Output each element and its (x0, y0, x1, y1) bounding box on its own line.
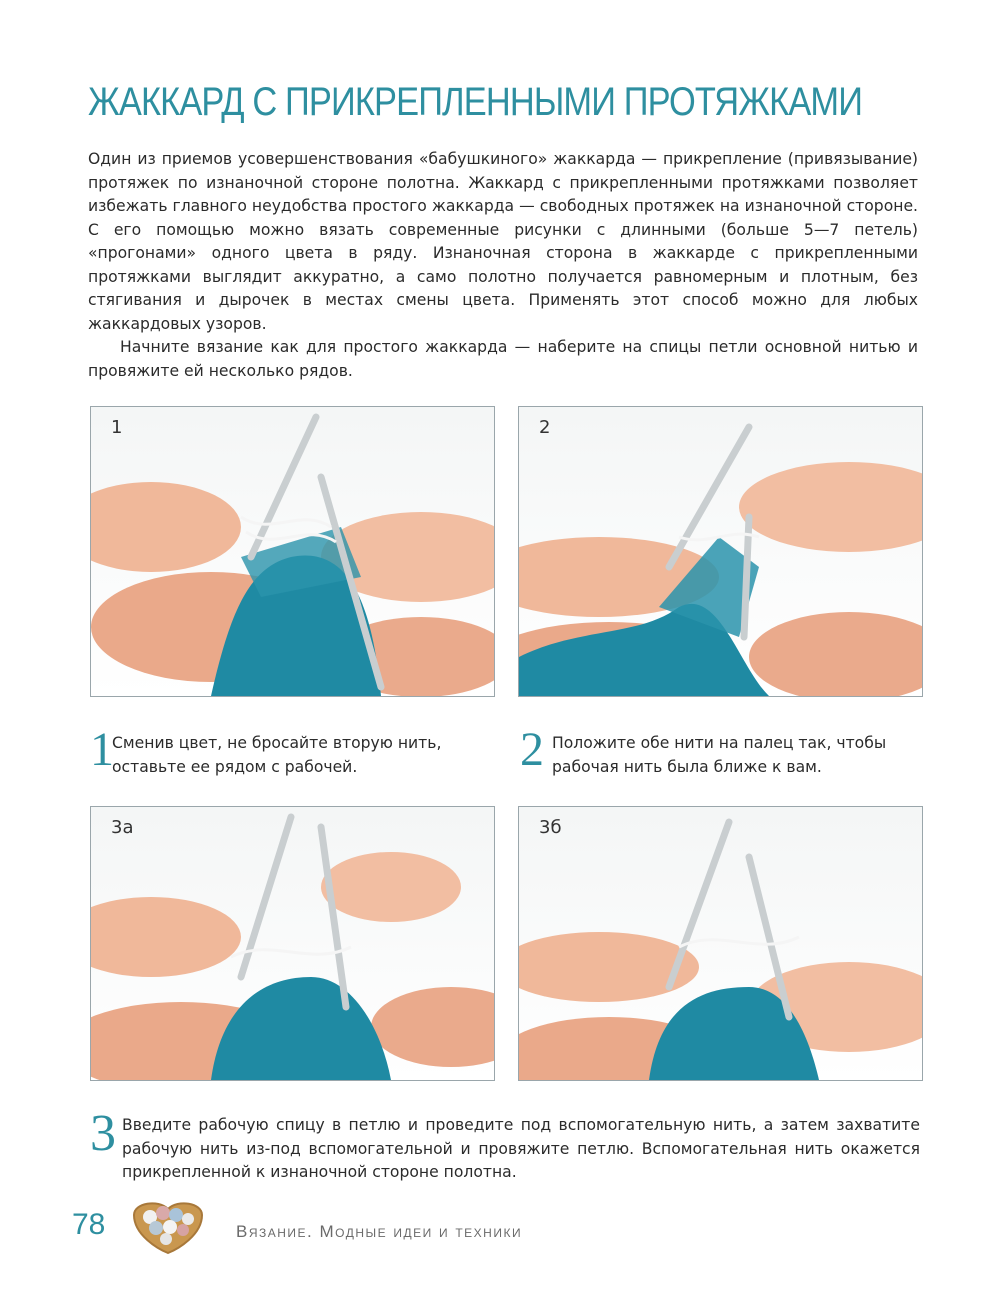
page-title: ЖАККАРД С ПРИКРЕПЛЕННЫМИ ПРОТЯЖКАМИ (88, 80, 863, 124)
step-number: 3 (90, 1105, 116, 1162)
photo-step-3b (518, 806, 923, 1081)
knitting-photo-illustration (519, 407, 922, 696)
page-number: 78 (72, 1208, 106, 1241)
photo-step-2 (518, 406, 923, 697)
photo-label: 1 (111, 417, 123, 438)
knitting-photo-illustration (519, 807, 922, 1080)
intro-paragraph-1: Один из приемов усовершенствования «бабушкиного» жаккарда — прикрепление (привязывание) протяжек по изнаночной стороне полотна. Жаккард с прикрепленными протяжками позволяет избежать главного неудобства простого жаккарда — свободных протяжек на изнаночной стороне. С его помощью можно вязать современные рисунки с длинными (больше 5—7 петель) «прогонами» одного цвета в ряду. Изнаночная сторона в жаккарде с прикрепленными протяжками выглядит аккуратно, а само полотно получается равномерным и плотным, без стягивания и дырочек в местах смены цвета. Применять этот способ можно для любых жаккардовых узоров. (88, 150, 918, 333)
book-title: Вязание. Модные идеи и техники (236, 1222, 523, 1241)
step-1 (90, 723, 490, 779)
photo-label: 3б (539, 817, 562, 838)
photo-step-1 (90, 406, 495, 697)
step-3 (90, 1105, 920, 1185)
step-2 (520, 723, 920, 779)
step-number: 1 (90, 723, 114, 776)
intro-paragraph-2: Начните вязание как для простого жаккарда — наберите на спицы петли основной нитью и провяжите ей несколько рядов. (88, 338, 918, 380)
photo-label: 3а (111, 817, 134, 838)
step-text: Введите рабочую спицу в петлю и проведите под вспомогательную нить, а затем захватите рабочую нить из-под вспомогательной и провяжите петлю. Вспомогательная нить окажется прикрепленной к изнаночной стороне полотна. (122, 1116, 920, 1181)
yarn-basket-icon (128, 1195, 208, 1255)
step-text: Положите обе нити на палец так, чтобы рабочая нить была ближе к вам. (552, 734, 887, 776)
intro-text (88, 148, 918, 383)
knitting-photo-illustration (91, 807, 494, 1080)
step-number: 2 (520, 723, 544, 776)
knitting-photo-illustration (91, 407, 494, 696)
step-text: Сменив цвет, не бросайте вторую нить, оставьте ее рядом с рабочей. (112, 734, 442, 776)
photo-label: 2 (539, 417, 551, 438)
photo-step-3a (90, 806, 495, 1081)
